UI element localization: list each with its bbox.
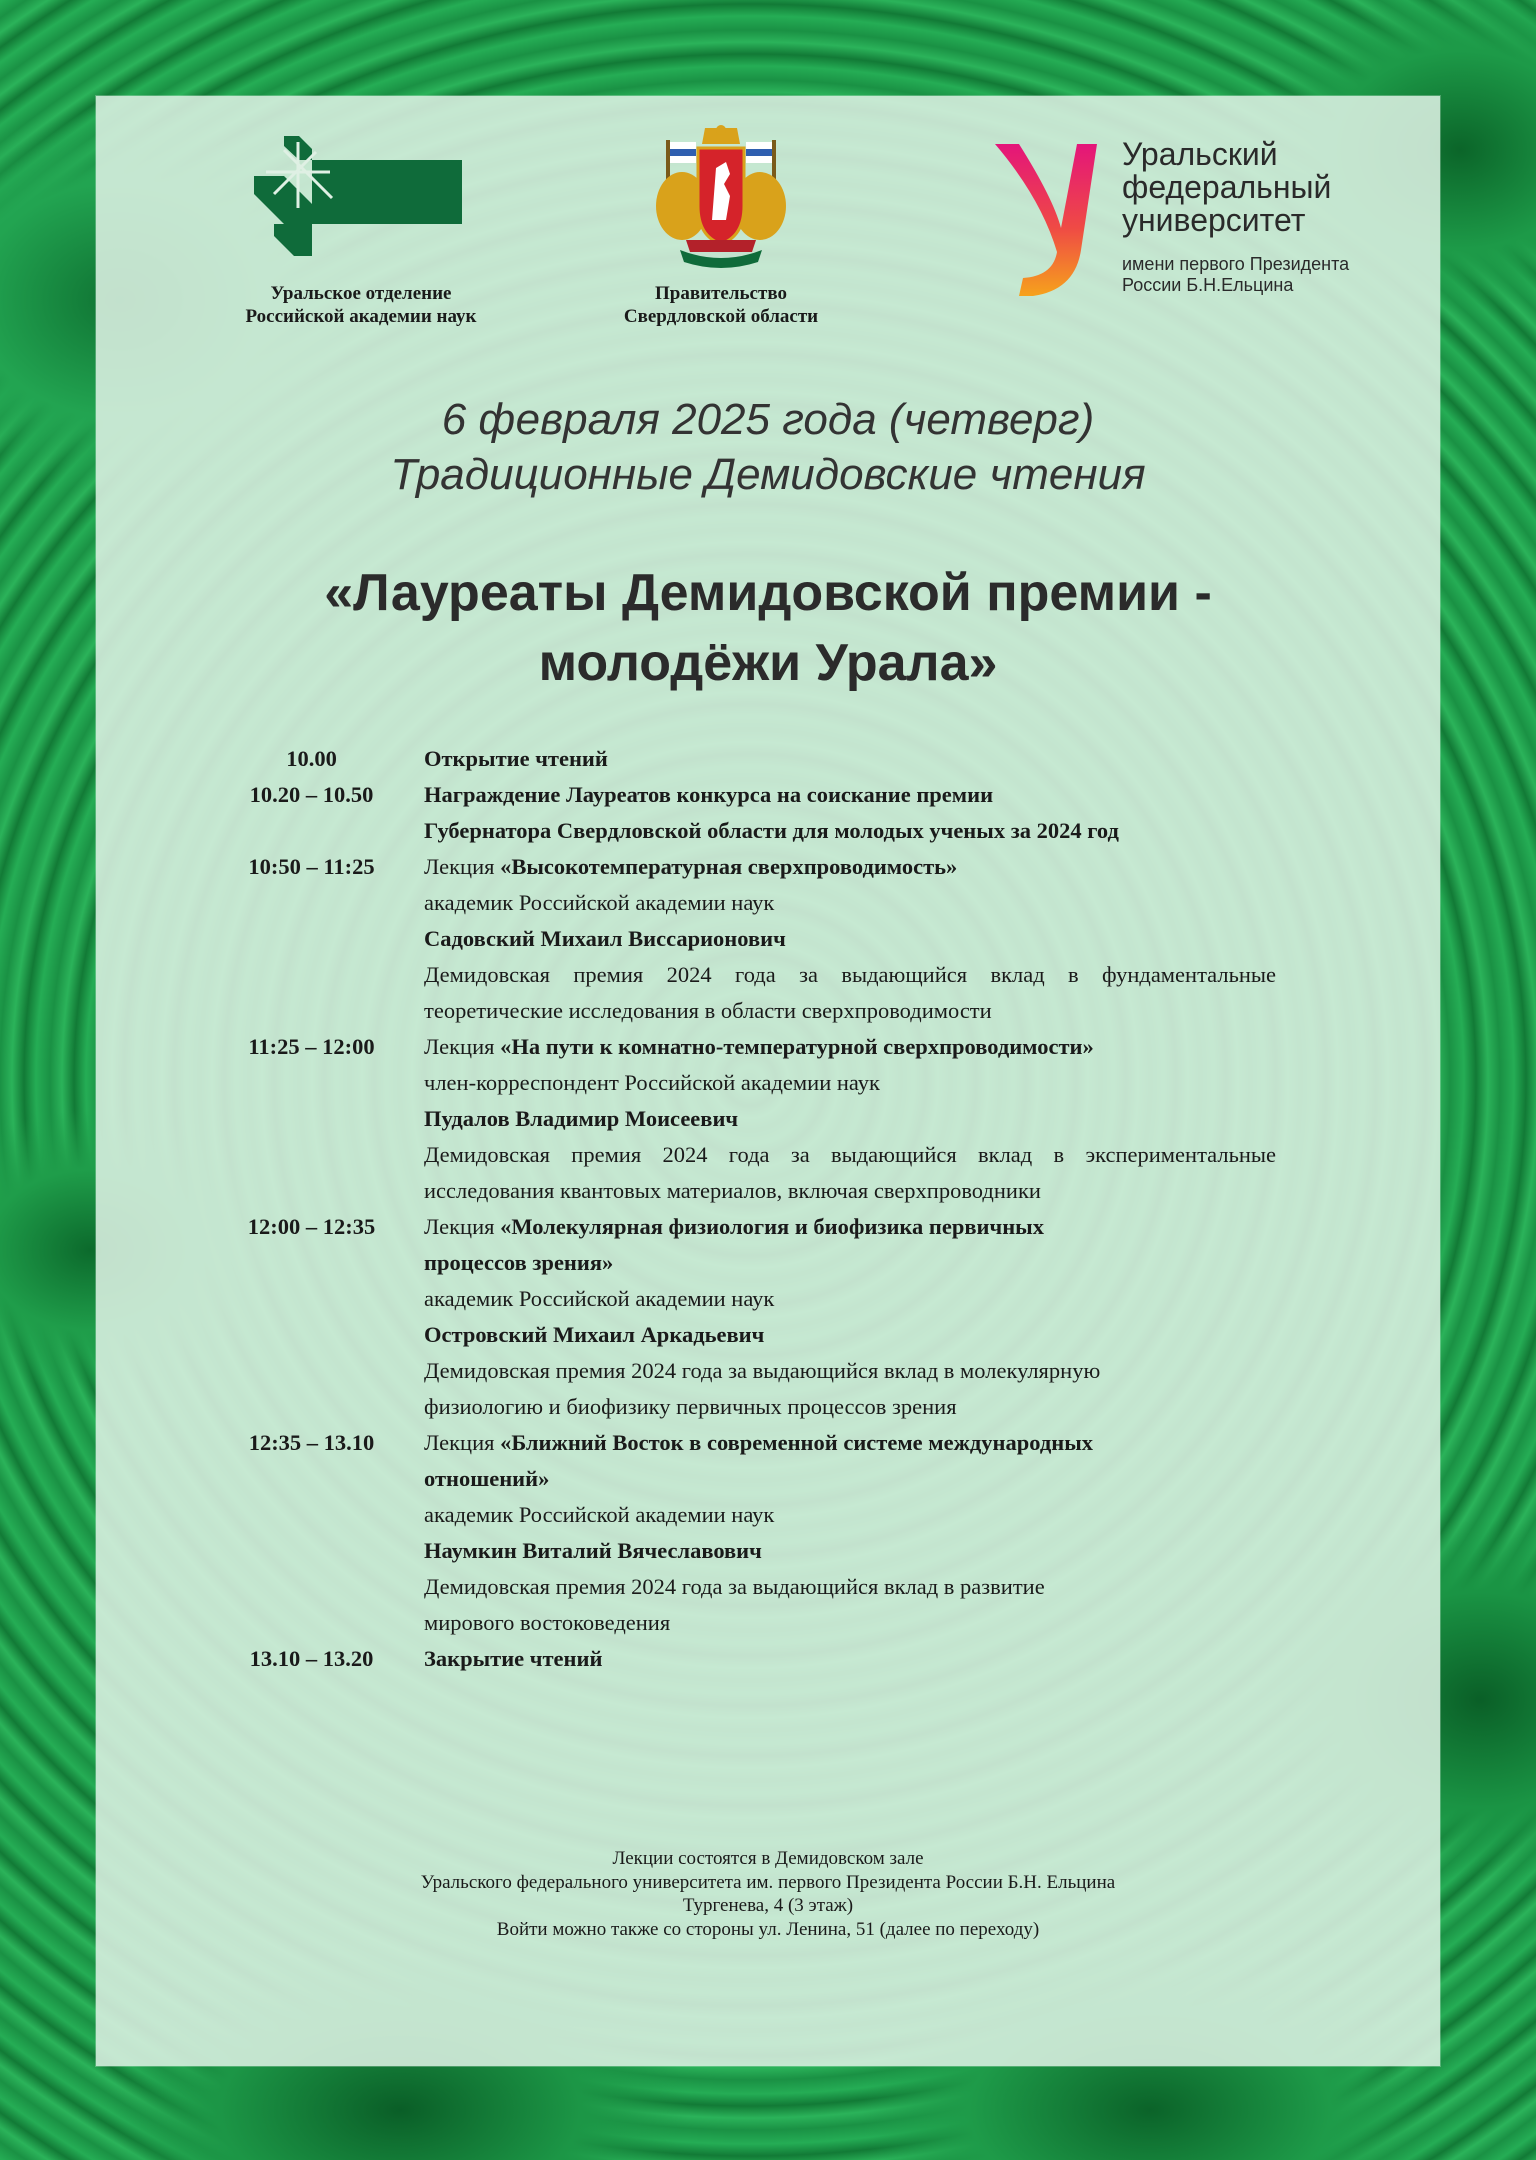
program-row	[96, 777, 1440, 849]
program-row	[96, 1425, 1440, 1641]
sverdlovsk-coat-of-arms	[646, 124, 796, 274]
government-caption: Правительство Свердловской области	[623, 283, 819, 327]
program-row	[96, 849, 1440, 1029]
venue-line: Лекции состоятся в Демидовском зале	[612, 1848, 924, 1869]
speaker-name: Пудалов Владимир Моисеевич	[424, 1106, 739, 1131]
program-time: 10:50 – 11:25	[248, 854, 375, 879]
speaker-name: Островский Михаил Аркадьевич	[424, 1322, 765, 1347]
speaker-position: академик Российской академии наук	[424, 1286, 775, 1311]
poster-panel	[96, 96, 1440, 2066]
event-date-heading	[96, 392, 1440, 502]
award-text: Демидовская премия 2024 года за выдающийся вклад в экспериментальные исследования квантовых материалов, включая сверхпроводники	[424, 1142, 1276, 1203]
program-schedule	[96, 741, 1440, 1677]
program-time: 10.20 – 10.50	[249, 782, 374, 807]
award-text: Демидовская премия 2024 года за выдающийся вклад в фундаментальные теоретические исследования в области сверхпроводимости	[424, 962, 1276, 1023]
program-time: 11:25 – 12:00	[248, 1034, 375, 1059]
speaker-position: член-корреспондент Российской академии наук	[424, 1070, 880, 1095]
program-row	[96, 1641, 1440, 1677]
program-title: Награждение Лауреатов конкурса на соискание премии	[424, 782, 994, 807]
lecture-line: Лекция «Ближний Восток в современной системе международных	[424, 1430, 1094, 1455]
speaker-name: Садовский Михаил Виссарионович	[424, 926, 786, 951]
lecture-line: Лекция «На пути к комнатно-температурной сверхпроводимости»	[424, 1034, 1094, 1059]
program-row	[96, 1029, 1440, 1209]
lecture-title: «Молекулярная физиология и биофизика первичных	[500, 1214, 1044, 1239]
event-date: 6 февраля 2025 года (четверг)	[441, 395, 1095, 444]
award-text: физиологию и биофизику первичных процессов зрения	[424, 1394, 957, 1419]
urfu-name: Уральский федеральный университет	[1122, 136, 1332, 238]
program-row	[96, 741, 1440, 777]
venue-footer	[96, 1847, 1440, 1941]
program-title: Открытие чтений	[424, 746, 608, 771]
award-text: Демидовская премия 2024 года за выдающийся вклад в развитие	[424, 1574, 1045, 1599]
lecture-title: «Ближний Восток в современной системе международных	[500, 1430, 1094, 1455]
logos-header	[96, 96, 1440, 356]
lecture-title: отношений»	[424, 1466, 550, 1491]
venue-line: Войти можно также со стороны ул. Ленина, 51 (далее по переходу)	[496, 1918, 1040, 1940]
venue-line: Уральского федерального университета им. первого Президента России Б.Н. Ельцина	[420, 1871, 1116, 1893]
program-title: Губернатора Свердловской области для молодых ученых за 2024 год	[424, 818, 1119, 843]
lecture-line: Лекция «Высокотемпературная сверхпроводимость»	[424, 854, 958, 879]
award-text: мирового востоковедения	[424, 1610, 671, 1635]
ural-branch-ras-logo	[254, 136, 464, 266]
lecture-title: процессов зрения»	[424, 1250, 614, 1275]
speaker-position: академик Российской академии наук	[424, 890, 775, 915]
lecture-title: «Высокотемпературная сверхпроводимость»	[500, 854, 958, 879]
lecture-line: Лекция «Молекулярная физиология и биофизика первичных	[424, 1214, 1044, 1239]
urfu-subtitle: имени первого Президента России Б.Н.Ельцина	[1122, 254, 1350, 295]
award-text: Демидовская премия 2024 года за выдающийся вклад в молекулярную	[424, 1358, 1101, 1383]
speaker-position: академик Российской академии наук	[424, 1502, 775, 1527]
program-title: Закрытие чтений	[424, 1646, 603, 1671]
lecture-title: «На пути к комнатно-температурной сверхпроводимости»	[500, 1034, 1094, 1059]
event-title: «Лауреаты Демидовской премии - молодёжи Урала»	[324, 564, 1212, 692]
speaker-name: Наумкин Виталий Вячеславович	[424, 1538, 762, 1563]
venue-line: Тургенева, 4 (3 этаж)	[682, 1895, 854, 1916]
program-time: 12:00 – 12:35	[247, 1214, 376, 1239]
program-time: 10.00	[286, 746, 337, 771]
urfu-logo-mark	[991, 138, 1101, 298]
event-subtitle: Традиционные Демидовские чтения	[390, 450, 1146, 499]
program-time: 13.10 – 13.20	[249, 1646, 374, 1671]
program-row	[96, 1209, 1440, 1425]
ural-branch-ras-caption: Уральское отделение Российской академии наук	[245, 283, 477, 327]
program-time: 12:35 – 13.10	[248, 1430, 375, 1455]
